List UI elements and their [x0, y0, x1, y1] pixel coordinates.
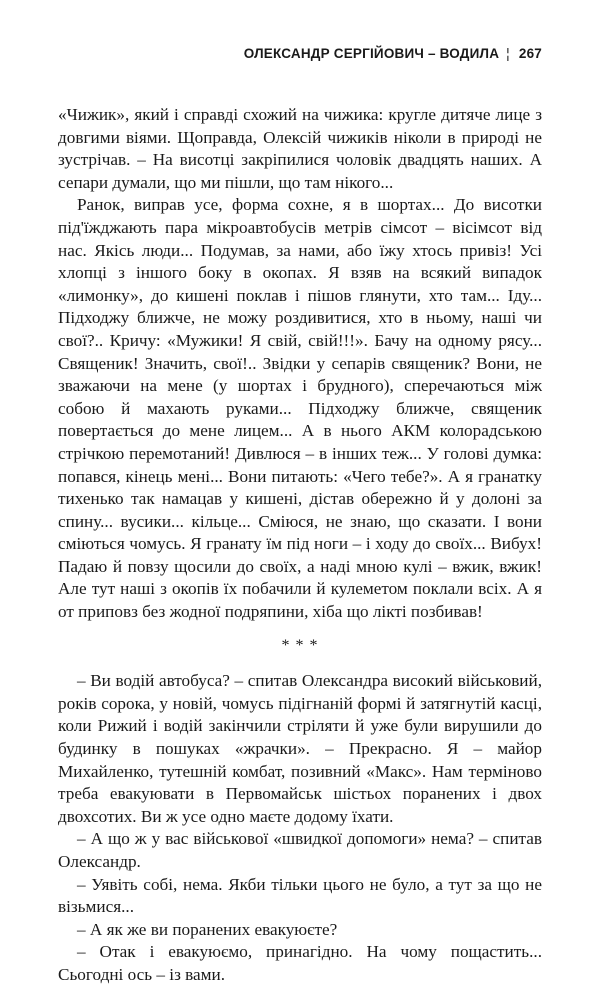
body-text: [58, 104, 542, 987]
section-divider: * * *: [281, 636, 319, 654]
running-title: ОЛЕКСАНДР СЕРГІЙОВИЧ – ВОДИЛА: [243, 46, 500, 61]
paragraph: – Уявіть собі, нема. Якби тільки цього не було, а тут за що не візьмися...: [58, 874, 542, 917]
page-number: 267: [518, 46, 542, 61]
running-header: [244, 46, 542, 61]
paragraph: – А що ж у вас військової «швидкої допомоги» нема? – спитав Олександр.: [58, 829, 542, 871]
paragraph: – А як же ви поранених евакуюєте?: [77, 919, 338, 939]
paragraph: «Чижик», який і справді схожий на чижика: кругле дитяче лице з довгими віями. Щоправда, Олексій чижиків ніколи в природі не зустрічав. – На висотці закріпилися чоловік двадцять наших. А сепари думали, що ми пішли, що там нікого...: [58, 105, 542, 192]
paragraph: Ранок, виправ усе, форма сохне, я в шортах... До висотки під'їжджають пара мікроавтобусів метрів сімсот – вісімсот від нас. Якісь люди... Подумав, за нами, або їжу хтось привіз! Усі хлопці з іншого боку в окопах. Я взяв на всякий випадок «лимонку», до кишені поклав і пішов глянути, хто там... Іду... Підходжу ближче, не можу роздивитися, хто в ньому, наші чи свої?.. Кричу: «Мужики! Я свій, свій!!!». Бачу на одному рясу... Священик! Значить, свої!.. Звідки у сепарів священик? Вони, не зважаючи на мене (у шортах і брудного), сперечаються між собою й махають руками... Підходжу ближче, священик повертається до мене лицем... А в нього АКМ колорадською стрічкою перемотаний! Дивлюся – в інших теж... У голові думка: попався, кінець мені... Вони питають: «Чего тебе?». А я гранатку тихенько так намацав у кишені, дістав обережно й у долоні за спину... вусики... кільце... Сміюся, не знаю, що сказати. І вони сміються чомусь. Я гранату їм під ноги – і ходу до своїх... Вибух! Падаю й повзу щосили до своїх, а наді мною кулі – вжик, вжик! Але тут наші з окопів їх побачили й кулеметом поклали всіх. А я от приповз без жодної подряпини, хіба що лікті позбивав!: [58, 195, 542, 622]
paragraph: – Ви водій автобуса? – спитав Олександра високий військовий, років сорока, у новій, чомусь підігнаній формі й затягнутій касці, коли Рижий і водій закінчили стріляти й уже були вирушили до будинку в пошуках «жрачки». – Прекрасно. Я – майор Михайленко, тутешній комбат, позивний «Макс». Нам терміново треба евакуювати в Первомайськ шістьох поранених і двох двохсотих. Ви ж усе одно маєте додому їхати.: [58, 671, 542, 826]
paragraph: – Отак і евакуюємо, принагідно. На чому пощастить... Сьогодні ось – із вами.: [58, 942, 542, 984]
header-separator: ¦: [506, 46, 510, 61]
